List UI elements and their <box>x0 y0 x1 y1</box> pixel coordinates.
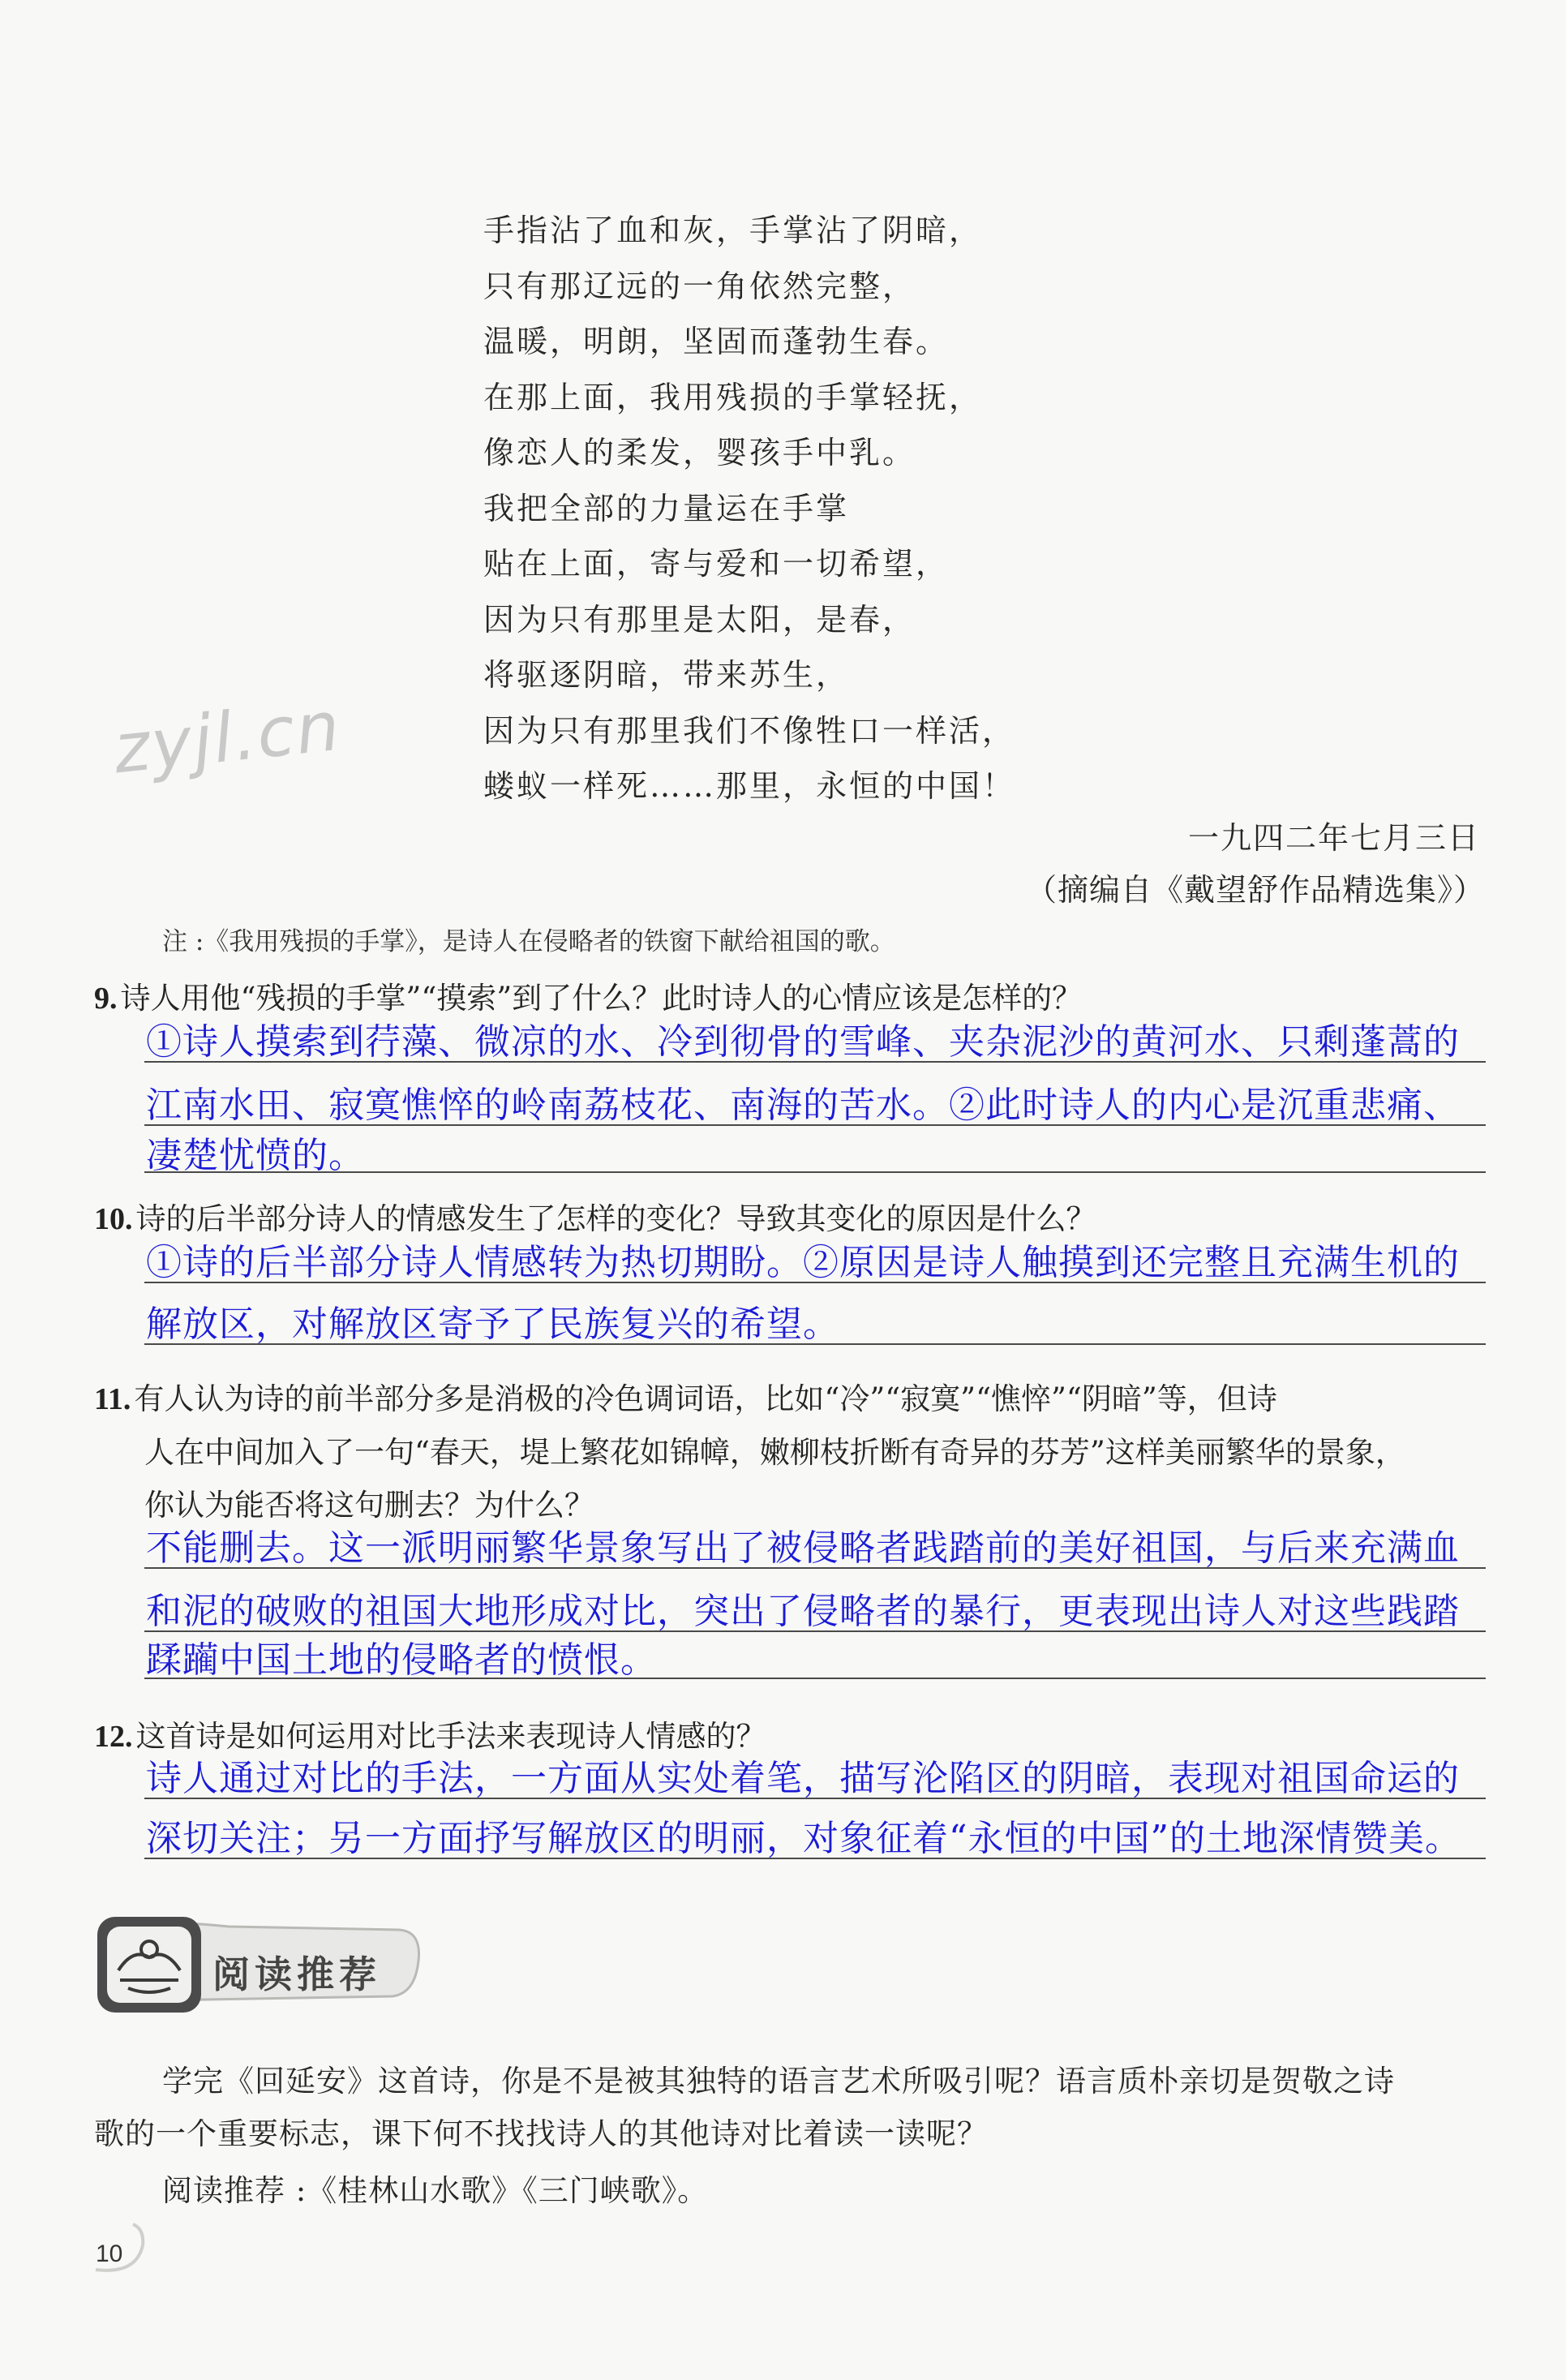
page-number: 10 <box>96 2240 123 2267</box>
watermark: zyjl.cn <box>109 685 345 789</box>
question-text: 诗的后半部分诗人的情感发生了怎样的变化？导致其变化的原因是什么？ <box>135 1201 1096 1236</box>
poem-note: 注 :《我用残损的手掌》，是诗人在侵略者的铁窗下献给祖国的歌。 <box>162 927 895 956</box>
answer-line-text: 深切关注；另一方面抒写解放区的明丽，对象征着“永恒的中国”的土地深情赞美。 <box>146 1818 1461 1859</box>
poem-line: 只有那辽远的一角依然完整， <box>483 268 916 304</box>
poem-line: 贴在上面，寄与爱和一切希望， <box>483 546 950 582</box>
answer-rule <box>144 1678 1486 1679</box>
answer-line-text: 不能删去。这一派明丽繁华景象写出了被侵略者践踏前的美好祖国，与后来充满血 <box>146 1527 1460 1569</box>
poem-line: 蝼蚁一样死……那里，永恒的中国！ <box>483 768 1016 804</box>
question-number: 9. <box>94 982 118 1016</box>
answer-rule <box>144 1343 1486 1345</box>
answer-line-text: ①诗的后半部分诗人情感转为热切期盼。②原因是诗人触摸到还完整且充满生机的 <box>146 1242 1460 1283</box>
answer-rule <box>144 1061 1486 1063</box>
answer-rule <box>144 1858 1486 1859</box>
poem-line: 在那上面，我用残损的手掌轻抚， <box>483 379 983 415</box>
answer-line-text: 和泥的破败的祖国大地形成对比，突出了侵略者的暴行，更表现出诗人对这些践踏 <box>146 1591 1460 1632</box>
poem-source: （摘编自《戴望舒作品精选集》） <box>1025 872 1485 908</box>
poem-line: 因为只有那里是太阳，是春， <box>483 601 916 638</box>
question-text: 这首诗是如何运用对比手法来表现诗人情感的？ <box>135 1719 766 1754</box>
answer-line-text: 蹂躏中国土地的侵略者的愤恨。 <box>146 1639 657 1681</box>
question-9 <box>94 973 1082 1017</box>
poem-line: 像恋人的柔发，婴孩手中乳。 <box>483 435 916 470</box>
answer-line-text: 凄楚忧愤的。 <box>146 1135 365 1176</box>
question-number: 12. <box>94 1720 133 1754</box>
poem-line: 手指沾了血和灰，手掌沾了阴暗， <box>483 213 983 248</box>
answer-rule <box>144 1567 1486 1569</box>
question-number: 11. <box>94 1382 131 1416</box>
poem-line: 将驱逐阴暗，带来苏生， <box>483 657 850 693</box>
answer-line-text: 诗人通过对比的手法，一方面从实处着笔，描写沦陷区的阴暗，表现对祖国命运的 <box>146 1758 1460 1799</box>
poem-line: 我把全部的力量运在手掌 <box>483 490 850 526</box>
poem-line: 温暖，明朗，坚固而蓬勃生春。 <box>483 324 950 359</box>
answer-rule <box>144 1282 1486 1283</box>
question-text: 有人认为诗的前半部分多是消极的冷色调词语，比如“冷”“寂寞”“憔悴”“阴暗”等，但诗 <box>134 1381 1277 1416</box>
question-11 <box>94 1374 1277 1418</box>
answer-rule <box>144 1798 1486 1799</box>
question-text-cont: 人在中间加入了一句“春天，堤上繁花如锦幛，嫩柳枝折断有奇异的芬芳”这样美丽繁华的景象， <box>144 1435 1405 1470</box>
recommend-paragraph-cont: 歌的一个重要标志，课下何不找找诗人的其他诗对比着读一读呢？ <box>94 2116 988 2151</box>
poem-line: 因为只有那里我们不像牲口一样活， <box>483 712 1016 749</box>
answer-rule <box>144 1171 1486 1173</box>
question-text: 诗人用他“残损的手掌”“摸索”到了什么？此时诗人的心情应该是怎样的？ <box>120 981 1083 1016</box>
question-10 <box>94 1194 1096 1238</box>
reading-recommend-title: 阅读推荐 <box>212 1953 381 1996</box>
recommend-paragraph: 学完《回延安》这首诗，你是不是被其独特的语言艺术所吸引呢？语言质朴亲切是贺敬之诗 <box>162 2064 1395 2099</box>
poem-date: 一九四二年七月三日 <box>1187 820 1480 856</box>
recommend-list: 阅读推荐 :《桂林山水歌》《三门峡歌》。 <box>162 2173 709 2208</box>
answer-line-text: 江南水田、寂寞憔悴的岭南荔枝花、南海的苦水。②此时诗人的内心是沉重悲痛、 <box>146 1085 1460 1126</box>
answer-line-text: ①诗人摸索到荇藻、微凉的水、冷到彻骨的雪峰、夹杂泥沙的黄河水、只剩蓬蒿的 <box>146 1021 1460 1063</box>
poem <box>483 203 1015 814</box>
question-number: 10. <box>94 1202 133 1236</box>
question-text-cont: 你认为能否将这句删去？为什么？ <box>144 1488 594 1523</box>
answer-line-text: 解放区，对解放区寄予了民族复兴的希望。 <box>146 1304 839 1345</box>
